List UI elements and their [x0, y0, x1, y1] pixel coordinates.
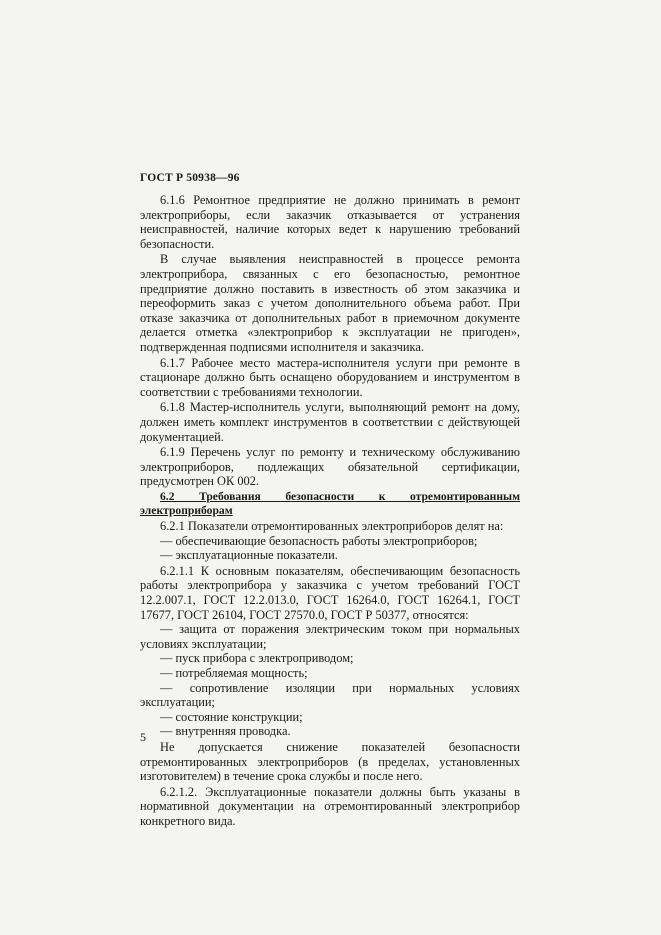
list-item: — сопротивление изоляции при нормальных условиях эксплуатации; — [140, 680, 520, 710]
list-item: — обеспечивающие безопасность работы электроприборов; — [160, 533, 478, 548]
list-item: — внутренняя проводка. — [160, 724, 291, 739]
list-item: — потребляемая мощность; — [160, 666, 308, 680]
paragraph-6-2-1-2: 6.2.1.2. Эксплуатационные показатели должны быть указаны в нормативной документации на отремонтированный электроприбор конкретного вида. — [140, 784, 520, 828]
list-item: — состояние конструкции; — [160, 709, 303, 724]
list-item: — пуск прибора с электроприводом; — [160, 651, 354, 666]
paragraph-6-1-8: 6.1.8 Мастер-исполнитель услуги, выполняющий ремонт на дому, должен иметь комплект инструментов в соответствии с действующей документацией. — [140, 400, 520, 444]
paragraph-6-1-7: 6.1.7 Рабочее место мастера-исполнителя услуги при ремонте в стационаре должно быть оснащено оборудованием и инструментом в соответствии с требованиями технологии. — [140, 355, 520, 399]
paragraph-6-2-1: 6.2.1 Показатели отремонтированных электроприборов делят на: — [160, 519, 504, 534]
section-heading-6-2: 6.2 Требования безопасности к отремонтированным электроприборам — [140, 489, 520, 518]
document-body — [140, 193, 520, 829]
page-number: 5 — [140, 730, 146, 744]
paragraph-6-2-1-1: 6.2.1.1 К основным показателям, обеспечивающим безопасность работы электроприбора у заказчика с учетом требований ГОСТ 12.2.007.1, ГОСТ 12.2.013.0, ГОСТ 16264.0, ГОСТ 16264.1, ГОСТ 17677, ГОСТ 26104, ГОСТ 27570.0, ГОСТ Р 50377, относятся: — [140, 563, 520, 622]
list-item: — защита от поражения электрическим током при нормальных условиях эксплуатации; — [140, 622, 520, 651]
document-header: ГОСТ Р 50938—96 — [140, 172, 240, 184]
paragraph-refusal: В случае выявления неисправностей в процессе ремонта электроприбора, связанных с его безопасностью, ремонтное предприятие должно поставить в известность об этом заказчика и переоформить заказ с учетом дополнительного объема работ. При отказе заказчика от дополнительных работ в приемочном документе делается отметка «электроприбор к эксплуатации не пригоден», подтвержденная подписями исполнителя и заказчика. — [140, 252, 520, 354]
list-item: — эксплуатационные показатели. — [160, 548, 338, 563]
paragraph-no-reduction: Не допускается снижение показателей безопасности отремонтированных электроприборов (в пределах, установленных изготовителем) в течение срока службы и после него. — [140, 739, 520, 784]
paragraph-6-1-6: 6.1.6 Ремонтное предприятие не должно принимать в ремонт электроприборы, если заказчик отказывается от устранения неисправностей, наличие которых ведет к нарушению требований безопасности. — [140, 193, 520, 251]
paragraph-6-1-9: 6.1.9 Перечень услуг по ремонту и техническому обслуживанию электроприборов, подлежащих обязательной сертификации, предусмотрен ОК 002. — [140, 445, 520, 489]
